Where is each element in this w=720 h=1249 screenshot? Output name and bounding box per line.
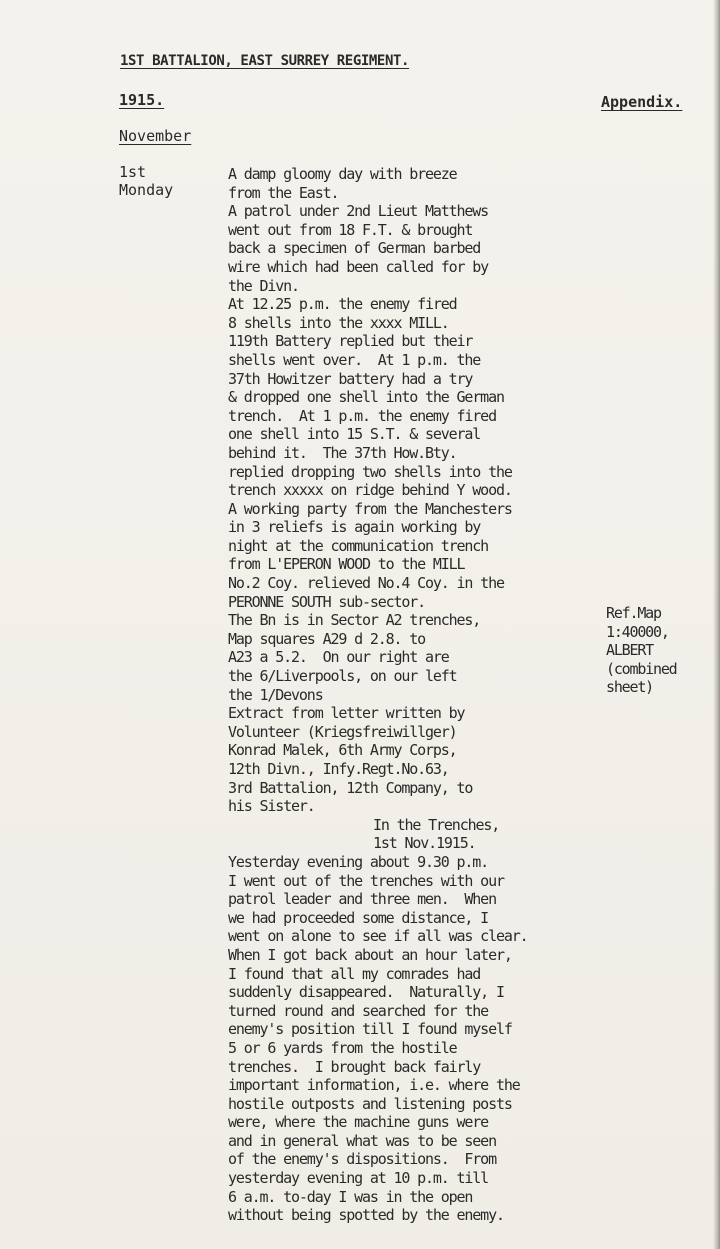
- entry-line: In the Trenches,: [373, 815, 500, 834]
- entry-line: 12th Divn., Infy.Regt.No.63,: [228, 760, 449, 778]
- entry-line: 119th Battery replied but their: [228, 332, 473, 351]
- entry-line: shells went over. At 1 p.m. the: [228, 350, 481, 369]
- entry-line: turned round and searched for the: [228, 1001, 489, 1020]
- appendix-heading: Appendix.: [601, 93, 683, 111]
- entry-line: the Divn.: [228, 276, 299, 295]
- entry-line: the 6/Liverpools, on our left: [228, 667, 457, 686]
- margin-note-line: (combined: [606, 659, 677, 678]
- margin-note-line: ALBERT: [606, 641, 653, 660]
- entry-line: At 12.25 p.m. the enemy fired: [228, 295, 457, 314]
- entry-line: trenches. I brought back fairly: [228, 1057, 481, 1076]
- entry-line: Map squares A29 d 2.8. to: [228, 629, 426, 648]
- entry-line: 5 or 6 yards from the hostile: [228, 1038, 457, 1057]
- entry-line: from the East.: [228, 183, 339, 202]
- entry-line: The Bn is in Sector A2 trenches,: [228, 611, 481, 630]
- entry-line: his Sister.: [228, 797, 315, 816]
- entry-line: 6 a.m. to-day I was in the open: [228, 1187, 473, 1206]
- entry-line: trench xxxxx on ridge behind Y wood.: [228, 481, 512, 500]
- entry-line: night at the communication trench: [228, 536, 489, 555]
- margin-note-line: 1:40000,: [606, 622, 669, 641]
- entry-line: trench. At 1 p.m. the enemy fired: [228, 406, 496, 425]
- entry-line: Yesterday evening about 9.30 p.m.: [228, 852, 489, 871]
- entry-line: No.2 Coy. relieved No.4 Coy. in the: [228, 574, 504, 593]
- entry-line: PERONNE SOUTH sub-sector.: [228, 592, 426, 611]
- entry-line: 37th Howitzer battery had a try: [228, 369, 473, 388]
- entry-line: replied dropping two shells into the: [228, 462, 512, 481]
- entry-line: one shell into 15 S.T. & several: [228, 425, 481, 444]
- entry-line: and in general what was to be seen: [228, 1131, 496, 1150]
- entry-line: from L'EPERON WOOD to the MILL: [228, 555, 465, 574]
- entry-date: [119, 163, 173, 199]
- margin-note-line: sheet): [606, 678, 653, 697]
- entry-line: 1st Nov.1915.: [373, 834, 476, 853]
- entry-line: I found that all my comrades had: [228, 964, 481, 983]
- margin-reference-note: [606, 604, 676, 697]
- entry-line: 3rd Battalion, 12th Company, to: [228, 778, 473, 797]
- year-heading: 1915.: [119, 91, 165, 109]
- diary-entry-text: [228, 165, 527, 1225]
- entry-line: A patrol under 2nd Lieut Matthews: [228, 202, 489, 221]
- entry-line: I went out of the trenches with our: [228, 871, 504, 890]
- entry-line: 8 shells into the xxxx MILL.: [228, 313, 449, 332]
- entry-line: hostile outposts and listening posts: [228, 1094, 512, 1113]
- entry-line: Volunteer (Kriegsfreiwillger): [228, 722, 457, 741]
- entry-line: & dropped one shell into the German: [228, 388, 504, 407]
- entry-line: of the enemy's dispositions. From: [228, 1150, 496, 1169]
- entry-line: enemy's position till I found myself: [228, 1020, 512, 1039]
- entry-line: we had proceeded some distance, I: [228, 908, 489, 927]
- page-edge-shadow: [713, 0, 720, 1249]
- entry-line: in 3 reliefs is again working by: [228, 518, 481, 537]
- entry-line: Konrad Malek, 6th Army Corps,: [228, 741, 457, 760]
- entry-line: Extract from letter written by: [228, 704, 465, 723]
- entry-line: behind it. The 37th How.Bty.: [228, 443, 457, 462]
- entry-line: When I got back about an hour later,: [228, 945, 512, 964]
- margin-note-line: Ref.Map: [606, 604, 661, 622]
- entry-line: went out from 18 F.T. & brought: [228, 220, 473, 239]
- day-name: Monday: [119, 181, 174, 199]
- entry-line: patrol leader and three men. When: [228, 890, 496, 909]
- entry-line: A damp gloomy day with breeze: [228, 165, 457, 183]
- entry-line: wire which had been called for by: [228, 257, 489, 276]
- day-number: 1st: [119, 163, 147, 181]
- entry-line: suddenly disappeared. Naturally, I: [228, 983, 504, 1002]
- entry-line: important information, i.e. where the: [228, 1076, 520, 1095]
- entry-line: A23 a 5.2. On our right are: [228, 648, 449, 667]
- entry-line: were, where the machine guns were: [228, 1113, 489, 1132]
- entry-line: without being spotted by the enemy.: [228, 1206, 504, 1225]
- entry-line: back a specimen of German barbed: [228, 239, 481, 258]
- month-heading: November: [119, 127, 192, 145]
- entry-line: the 1/Devons: [228, 685, 323, 704]
- entry-line: yesterday evening at 10 p.m. till: [228, 1169, 489, 1188]
- battalion-title: 1ST BATTALION, EAST SURREY REGIMENT.: [120, 53, 410, 69]
- entry-line: went on alone to see if all was clear.: [228, 927, 528, 946]
- entry-line: A working party from the Manchesters: [228, 499, 512, 518]
